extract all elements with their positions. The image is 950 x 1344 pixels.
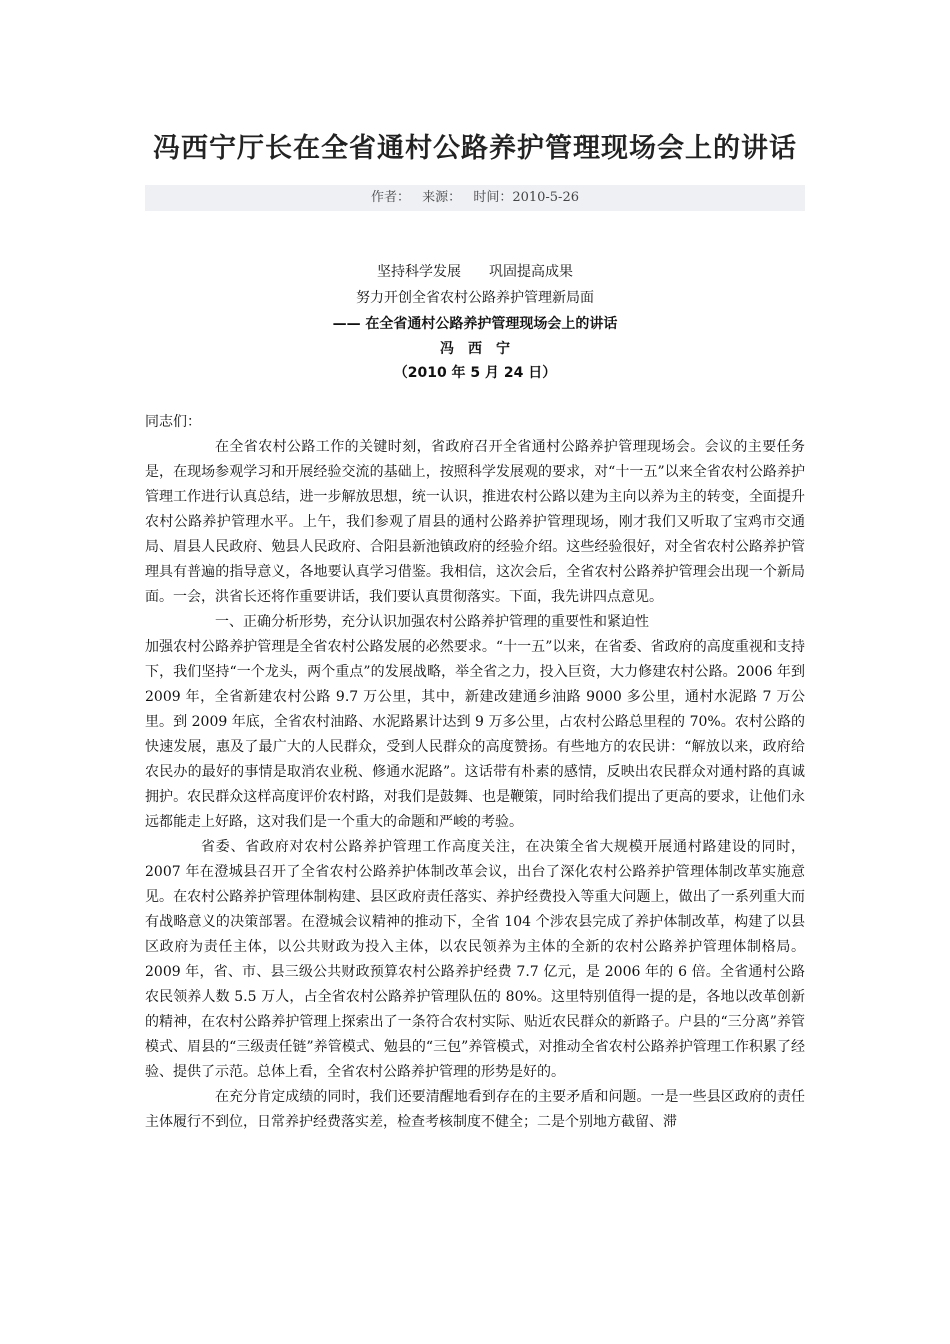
speaker-name: 冯 西 宁 — [440, 341, 510, 357]
meta-bar — [145, 185, 805, 211]
salutation: 同志们： — [145, 414, 201, 430]
paragraph-1: 在全省农村公路工作的关键时刻，省政府召开全省通村公路养护管理现场会。会议的主要任务是，在现场参观学习和开展经验交流的基础上，按照科学发展观的要求，对“十一五”以来全省农村公路养护管理工作进行认真总结，进一步解放思想，统一认识，推进农村公路以建为主向以养为主的转变，全面提升农村公路养护管理水平。上午，我们参观了眉县的通村公路养护管理现场，刚才我们又听取了宝鸡市交通局、眉县人民政府、勉县人民政府、合阳县新池镇政府的经验介绍。这些经验很好，对全省农村公路养护管理具有普遍的指导意义，各地要认真学习借鉴。我相信，这次会后，全省农村公路养护管理会出现一个新局面。一会，洪省长还将作重要讲话，我们要认真贯彻落实。下面，我先讲四点意见。 — [145, 439, 805, 605]
publish-time: 时间：2010-5-26 — [473, 190, 579, 205]
subtitle-line-1: 坚持科学发展 巩固提高成果 — [377, 264, 573, 280]
speech-date: （2010 年 5 月 24 日） — [393, 365, 557, 381]
author-label: 作者： — [371, 190, 411, 205]
paragraph-2: 加强农村公路养护管理是全省农村公路发展的必然要求。“十一五”以来，在省委、省政府的高度重视和支持下，我们坚持“一个龙头，两个重点”的发展战略，举全省之力，投入巨资，大力修建农村公路。2006 年到 2009 年，全省新建农村公路 9.7 万公里，其中，新建改建通乡油路 9000 多公里，通村水泥路 7 万公里。到 2009 年底，全省农村油路、水泥路累计达到 9 万多公里，占农村公路总里程的 70%。农村公路的快速发展，惠及了最广大的人民群众，受到人民群众的高度赞扬。有些地方的农民讲：“解放以来，政府给农民办的最好的事情是取消农业税、修通水泥路”。这话带有朴素的感情，反映出农民群众对通村路的真诚拥护。农民群众这样高度评价农村路，对我们是鼓舞、也是鞭策，同时给我们提出了更高的要求，让他们永远都能走上好路，这对我们是一个重大的命题和严峻的考验。 — [145, 639, 805, 830]
paragraph-4: 在充分肯定成绩的同时，我们还要清醒地看到存在的主要矛盾和问题。一是一些县区政府的责任主体履行不到位，日常养护经费落实差，检查考核制度不健全；二是个别地方截留、滞 — [145, 1089, 805, 1130]
subtitle-line-2: 努力开创全省农村公路养护管理新局面 — [356, 290, 594, 306]
paragraph-3: 省委、省政府对农村公路养护管理工作高度关注，在决策全省大规模开展通村路建设的同时，2007 年在澄城县召开了全省农村公路养护体制改革会议，出台了深化农村公路养护管理体制改革实施意见。在农村公路养护管理体制构建、县区政府责任落实、养护经费投入等重大问题上，做出了一系列重大而有战略意义的决策部署。在澄城会议精神的推动下，全省 104 个涉农县完成了养护体制改革，构建了以县区政府为责任主体，以公共财政为投入主体，以农民领养为主体的全新的农村公路养护管理体制格局。2009 年，省、市、县三级公共财政预算农村公路养护经费 7.7 亿元，是 2006 年的 6 倍。全省通村公路农民领养人数 5.5 万人，占全省农村公路养护管理队伍的 80%。这里特别值得一提的是，各地以改革创新的精神，在农村公路养护管理上探索出了一条符合农村实际、贴近农民群众的新路子。户县的“三分离”养管模式、眉县的“三级责任链”养管模式、勉县的“三包”养管模式，对推动全省农村公路养护管理工作积累了经验、提供了示范。总体上看，全省农村公路养护管理的形势是好的。 — [145, 839, 805, 1080]
source-label: 来源： — [422, 190, 462, 205]
section-heading-1: 一、正确分析形势，充分认识加强农村公路养护管理的重要性和紧迫性 — [215, 614, 649, 630]
document-title: 冯西宁厅长在全省通村公路养护管理现场会上的讲话 — [153, 133, 797, 164]
speech-body — [145, 410, 805, 1135]
subtitle-line-3: —— 在全省通村公路养护管理现场会上的讲话 — [332, 316, 618, 332]
